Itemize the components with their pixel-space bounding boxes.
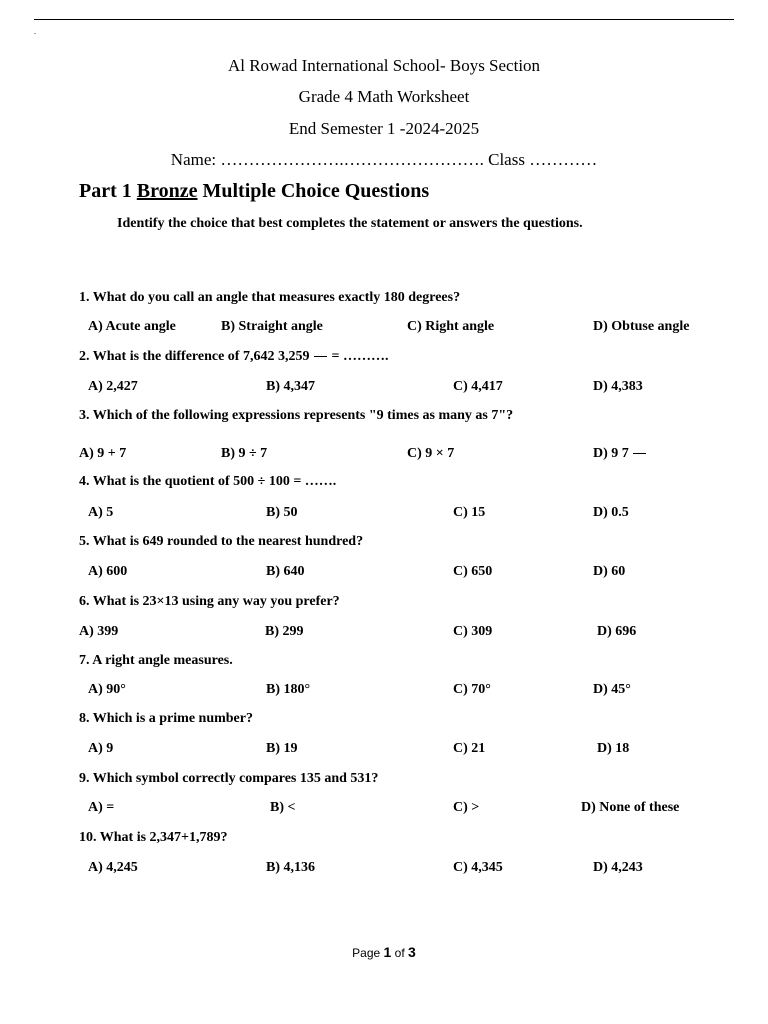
q4-option-d: D) 0.5 [593,505,629,520]
q1-option-b: B) Straight angle [221,319,323,334]
question-9: 9. Which symbol correctly compares 135 and 531? [79,771,379,786]
q3-option-d [593,446,647,462]
q2-option-c: C) 4,417 [453,379,503,394]
question-2-text-before: 2. What is the difference of 7,642 3,259 [79,349,313,364]
instruction: Identify the choice that best completes the statement or answers the questions. [117,216,583,231]
q9-option-c: C) > [453,800,480,815]
question-4: 4. What is the quotient of 500 ÷ 100 = ……. [79,474,337,489]
q8-option-d: D) 18 [597,741,630,756]
q2-option-d: D) 4,383 [593,379,643,394]
q6-option-c: C) 309 [453,624,493,639]
question-5: 5. What is 649 rounded to the nearest hundred? [79,534,364,549]
school-name: Al Rowad International School- Boys Section [227,56,541,75]
question-1: 1. What do you call an angle that measures exactly 180 degrees? [79,290,461,305]
q3-option-d-text: D) 9 7 [593,446,633,461]
question-10: 10. What is 2,347+1,789? [79,830,228,845]
page-footer [0,944,768,960]
q10-option-b: B) 4,136 [266,860,315,875]
q9-option-d: D) None of these [581,800,680,815]
page-number: 1 [383,944,392,960]
q7-option-b: B) 180° [266,682,311,697]
q5-option-b: B) 640 [266,564,305,579]
q9-option-a: A) = [88,800,115,815]
page-label: Page [352,946,384,960]
q7-option-d: D) 45° [593,682,631,697]
blank-line [633,453,646,454]
q4-option-b: B) 50 [266,505,298,520]
question-6: 6. What is 23×13 using any way you prefer? [79,594,340,609]
q1-option-c: C) Right angle [407,319,495,334]
name-class-line: Name: ………………….……………………. Class ………… [170,150,598,169]
q9-option-b: B) < [270,800,296,815]
q10-option-a: A) 4,245 [88,860,138,875]
q5-option-c: C) 650 [453,564,493,579]
of-label: of [391,946,409,960]
q4-option-a: A) 5 [88,505,114,520]
corner-dot: . [34,27,36,36]
question-3: 3. Which of the following expressions represents "9 times as many as 7"? [79,408,514,423]
q7-option-c: C) 70° [453,682,491,697]
q6-option-d: D) 696 [597,624,637,639]
q2-option-b: B) 4,347 [266,379,315,394]
q5-option-a: A) 600 [88,564,128,579]
q8-option-c: C) 21 [453,741,486,756]
q5-option-d: D) 60 [593,564,626,579]
q3-option-b: B) 9 ÷ 7 [221,446,268,461]
q8-option-a: A) 9 [88,741,114,756]
question-2 [79,349,388,365]
question-8: 8. Which is a prime number? [79,711,253,726]
q3-option-c: C) 9 × 7 [407,446,455,461]
worksheet-title: Grade 4 Math Worksheet [298,87,470,106]
q8-option-b: B) 19 [266,741,298,756]
blank-line [314,356,327,357]
q6-option-a: A) 399 [79,624,119,639]
q4-option-c: C) 15 [453,505,486,520]
part-prefix: Part 1 [79,180,137,202]
part-level: Bronze [136,180,198,202]
q10-option-d: D) 4,243 [593,860,643,875]
question-7: 7. A right angle measures. [79,653,233,668]
q6-option-b: B) 299 [265,624,304,639]
q2-option-a: A) 2,427 [88,379,138,394]
question-2-text-after: = ………. [327,349,389,364]
part-suffix: Multiple Choice Questions [197,180,430,202]
q1-option-a: A) Acute angle [88,319,176,334]
q1-option-d: D) Obtuse angle [593,319,690,334]
q3-option-a: A) 9 + 7 [79,446,127,461]
q10-option-c: C) 4,345 [453,860,503,875]
page-total: 3 [408,944,416,960]
top-rule [34,19,734,20]
q7-option-a: A) 90° [88,682,126,697]
part-title [79,180,429,203]
semester-line: End Semester 1 -2024-2025 [288,119,480,138]
